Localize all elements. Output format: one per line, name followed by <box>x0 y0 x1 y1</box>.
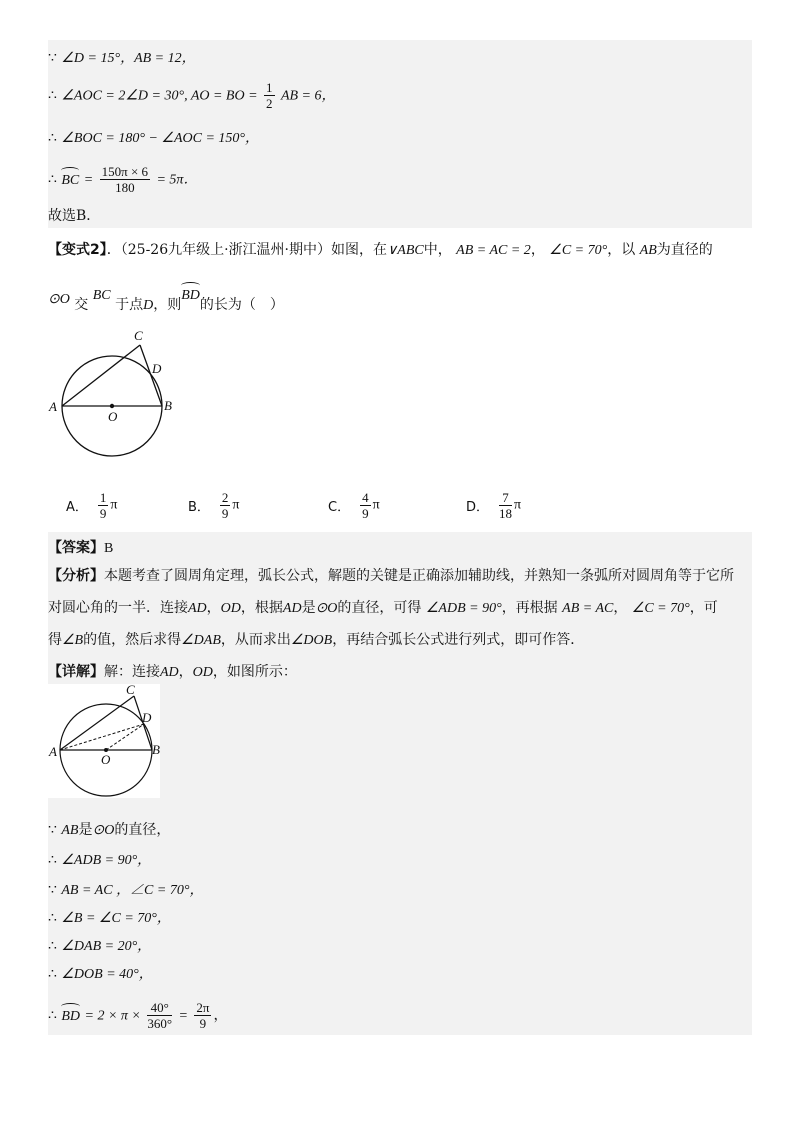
solution-line-1: ∵ ∠D = 15°，AB = 12， <box>48 50 196 66</box>
label-o: O <box>108 409 118 424</box>
step-5: ∴ ∠DAB = 20°， <box>48 938 152 954</box>
arc-bd: BD <box>181 282 200 306</box>
arc-bd-final: BD <box>61 1003 80 1027</box>
label-c: C <box>126 684 135 697</box>
option-c[interactable]: C． $\frac{4}{9}$ π <box>328 490 380 521</box>
option-a[interactable]: A． $\frac{1}{9}$ π <box>66 490 118 521</box>
circle-figure-1 <box>48 325 188 460</box>
label-c: C <box>134 328 143 343</box>
option-d[interactable]: D． $\frac{7}{18}$ π <box>466 490 522 521</box>
center-point <box>110 404 114 408</box>
step-1: ∵ AB是⊙O的直径， <box>48 822 171 838</box>
step-3: ∵ AB = AC ，∠C = 70°， <box>48 882 204 898</box>
step-4: ∴ ∠B = ∠C = 70°， <box>48 910 171 926</box>
label-a: A <box>49 399 57 414</box>
analysis-line-1: 【分析】本题考查了圆周角定理，弧长公式，解题的关键是正确添加辅助线，并熟知一条弧所对圆周角等于它所 <box>48 568 734 584</box>
label-b: B <box>164 398 172 413</box>
solution-line-3: ∴ ∠BOC = 180° − ∠AOC = 150°， <box>48 130 260 146</box>
analysis-line-2: 对圆心角的一半．连接AD，OD，根据AD是⊙O的直径，可得 ∠ADB = 90°，再根据 AB = AC， ∠C = 70°，可 <box>48 600 718 616</box>
segment-ac <box>62 345 140 406</box>
detail-line: 【详解】解：连接AD，OD，如图所示： <box>48 664 297 680</box>
option-b[interactable]: B． $\frac{2}{9}$ π <box>188 490 240 521</box>
step-2: ∴ ∠ADB = 90°， <box>48 852 152 868</box>
solution-line-4: ∴ BC = $\frac{150\pi \times 6}{180}$ = 5π． <box>48 164 198 195</box>
solution-conclusion: 故选B． <box>48 208 101 224</box>
arc-bc: BC <box>61 167 79 191</box>
answer-line: 【答案】B <box>48 540 114 556</box>
question-line-2: ⊙O 交 BC 于点D，则BD的长为（ ） <box>48 286 284 310</box>
label-a: A <box>49 744 57 759</box>
final-step: ∴ BD = 2 × π × $\frac{40^\circ}{360^\circ}$ = $\frac{2\pi}{9}$ ， <box>48 1000 228 1031</box>
step-6: ∴ ∠DOB = 40°， <box>48 966 153 982</box>
arc-length-fraction: $\frac{150\pi \times 6}{180}$ <box>101 164 149 195</box>
question-line-1: 【变式2】．（25-26九年级上·浙江温州·期中）如图，在∨ABC中， AB = AC = 2， ∠C = 70°，以 AB为直径的 <box>48 242 713 258</box>
analysis-line-3: 得∠B的值，然后求得∠DAB，从而求出∠DOB，再结合弧长公式进行列式，即可作答． <box>48 632 585 648</box>
figure-2-background <box>48 684 160 798</box>
label-b: B <box>152 742 160 757</box>
label-d: D <box>142 710 152 725</box>
solution-line-2: ∴ ∠AOC = 2∠D = 30°, AO = BO = $\frac{1}{2}$ AB = 6， <box>48 80 336 111</box>
label-d: D <box>152 361 162 376</box>
label-o: O <box>101 752 111 767</box>
circle-figure-2 <box>48 684 160 798</box>
fraction-half: $\frac{1}{2}$ <box>266 80 273 111</box>
